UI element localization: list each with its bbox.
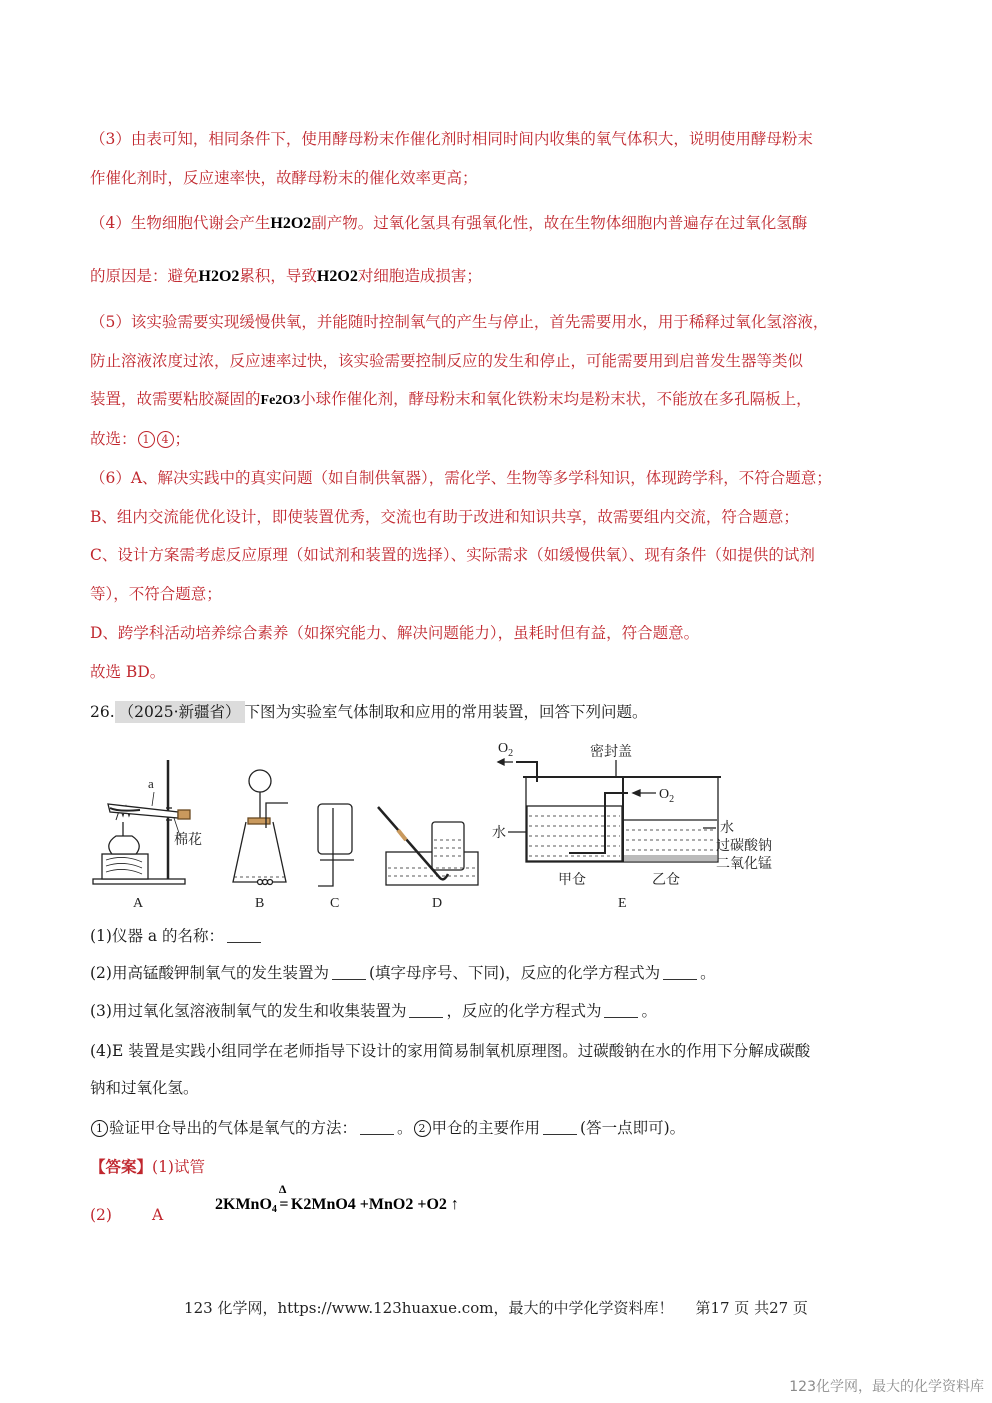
answer-2-label: (2): [90, 1206, 112, 1224]
formula-h2o2: H2O2: [316, 268, 358, 285]
label-B: B: [255, 896, 265, 911]
question-stem: 下图为实验室气体制取和应用的常用装置，回答下列问题。: [244, 703, 648, 721]
label-water-right: 水: [720, 821, 734, 836]
footer-text: 123 化学网，https://www.123huaxue.com，最大的中学化学资料库！: [184, 1299, 674, 1317]
text: 的原因是：避免: [90, 267, 199, 285]
label-mno2: 二氧化锰: [716, 857, 772, 872]
text: (填字母序号、下同)，反应的化学方程式为: [368, 964, 661, 982]
label-o2-out: $O_2$: [498, 741, 514, 759]
answer-tag: 【答案】: [90, 1157, 153, 1176]
explanation-6-option-c-line1: C、设计方案需考虑反应原理（如试剂和装置的选择）、实际需求（如缓慢供氧）、现有条件（如提供的试剂: [90, 546, 815, 564]
circled-number-2: 2: [414, 1120, 431, 1137]
text: 。: [397, 1119, 413, 1137]
text: (1)仪器 a 的名称：: [90, 927, 225, 945]
text: ，反应的化学方程式为: [446, 1002, 602, 1020]
subquestion-4-line1: (4)E 装置是实践小组同学在老师指导下设计的家用简易制氧机原理图。过碳酸钠在水的作用下分解成碳酸: [90, 1042, 811, 1060]
apparatus-e: [492, 741, 772, 911]
answer-blank[interactable]: [227, 928, 261, 943]
label-a: a: [148, 776, 154, 791]
explanation-3-line1: （3）由表可知，相同条件下，使用酵母粉末作催化剂时相同时间内收集的氧气体积大，说明使用酵母粉末: [90, 130, 813, 148]
answer-blank[interactable]: [360, 1120, 394, 1135]
text: 验证甲仓导出的气体是氧气的方法：: [109, 1119, 358, 1137]
text: 甲仓的主要作用: [431, 1119, 541, 1137]
answer-line-1: [90, 1157, 205, 1177]
answer-2-choice: A: [152, 1206, 164, 1224]
text: (2)用高锰酸钾制氧气的发生装置为: [90, 964, 329, 982]
explanation-6-option-c-line2: 等），不符合题意；: [90, 585, 222, 603]
apparatus-c: [318, 804, 354, 911]
text: 装置，故需要粘胶凝固的: [90, 390, 261, 408]
subquestion-3: [90, 1001, 657, 1021]
question-26-stem: [90, 702, 648, 722]
text: 。: [641, 1002, 657, 1020]
text: 。: [700, 964, 716, 982]
label-A: A: [133, 896, 144, 911]
answer-blank[interactable]: [332, 965, 366, 980]
answer-blank[interactable]: [409, 1003, 443, 1018]
circled-number-1: 1: [91, 1120, 108, 1137]
equation-reactant: 2KMnO$_4$: [215, 1196, 277, 1215]
circled-number-4: 4: [157, 431, 174, 448]
explanation-6-conclusion: 故选 BD。: [90, 663, 166, 681]
text: 累积，导致: [239, 267, 317, 285]
explanation-5-line3: [90, 389, 812, 411]
formula-fe2o3: Fe2O3: [260, 393, 301, 408]
subquestion-4-parts: [90, 1118, 685, 1138]
explanation-6-option-a: （6）A、解决实践中的真实问题（如自制供氧器），需化学、生物等多学科知识，体现跨学科，不符合题意；: [90, 469, 832, 487]
label-E: E: [618, 896, 627, 911]
explanation-4-line1: [90, 213, 807, 234]
explanation-6-option-d: D、跨学科活动培养综合素养（如探究能力、解决问题能力），虽耗时但有益，符合题意。: [90, 624, 700, 642]
question-number: 26.: [90, 703, 115, 721]
label-lid: 密封盖: [590, 745, 632, 760]
subquestion-2: [90, 963, 716, 983]
apparatus-b: [233, 770, 288, 911]
page-number: 第17 页 共27 页: [695, 1299, 808, 1317]
explanation-4-line2: [90, 266, 482, 287]
explanation-5-line2: 防止溶液浓度过浓，反应速率过快，该实验需要控制反应的发生和停止，可能需要用到启普发生器等类似: [90, 352, 804, 370]
circled-number-1: 1: [138, 431, 155, 448]
answer-blank[interactable]: [604, 1003, 638, 1018]
text: 副产物。过氧化氢具有强氧化性，故在生物体细胞内普遍存在过氧化氢酶: [311, 214, 808, 232]
watermark: 123化学网，最大的化学资料库: [789, 1379, 984, 1395]
answer-blank[interactable]: [663, 965, 697, 980]
apparatus-d: [378, 807, 478, 911]
source-tag: （2025·新疆省）: [115, 701, 245, 723]
explanation-5-line4: [90, 429, 190, 449]
subquestion-4-line2: 钠和过氧化氢。: [90, 1079, 199, 1097]
answer-1: (1)试管: [152, 1158, 205, 1176]
apparatus-figure: [88, 732, 798, 912]
label-o2-in: $O_2$: [659, 787, 675, 805]
label-water-left: 水: [492, 826, 506, 841]
text: ；: [174, 430, 191, 448]
text: （4）生物细胞代谢会产生: [90, 214, 271, 232]
label-chamber-a: 甲仓: [558, 873, 586, 888]
explanation-3-line2: 作催化剂时，反应速率快，故酵母粉末的催化效率更高；: [90, 169, 478, 187]
text: 小球作催化剂，酵母粉末和氧化铁粉末均是粉末状，不能放在多孔隔板上，: [300, 390, 812, 408]
formula-h2o2: H2O2: [198, 268, 240, 285]
formula-h2o2: H2O2: [270, 215, 312, 232]
label-cotton: 棉花: [174, 833, 202, 848]
text: 故选：: [90, 430, 137, 448]
label-C: C: [330, 896, 340, 911]
apparatus-a: [93, 760, 202, 911]
answer-blank[interactable]: [543, 1120, 577, 1135]
label-chamber-b: 乙仓: [652, 873, 680, 888]
text: 对细胞造成损害；: [357, 267, 482, 285]
text: (答一点即可)。: [580, 1119, 686, 1137]
label-sodium-percarbonate: 过碳酸钠: [716, 839, 772, 854]
explanation-6-option-b: B、组内交流能优化设计，即使装置优秀，交流也有助于改进和知识共享，故需要组内交流，符合题意；: [90, 508, 799, 526]
subquestion-1: [90, 926, 264, 946]
text: (3)用过氧化氢溶液制氧气的发生和收集装置为: [90, 1002, 407, 1020]
answer-line-2-label: [90, 1205, 112, 1225]
chemical-equation: [215, 1182, 459, 1215]
page-footer: [0, 1297, 992, 1318]
explanation-5-line1: （5）该实验需要实现缓慢供氧，并能随时控制氧气的产生与停止，首先需要用水，用于稀释过氧化氢溶液，: [90, 313, 829, 331]
equation-products: K2MnO4 +MnO2 +O2 ↑: [290, 1196, 459, 1213]
label-D: D: [432, 896, 443, 911]
equation-condition: Δ =: [278, 1182, 289, 1213]
